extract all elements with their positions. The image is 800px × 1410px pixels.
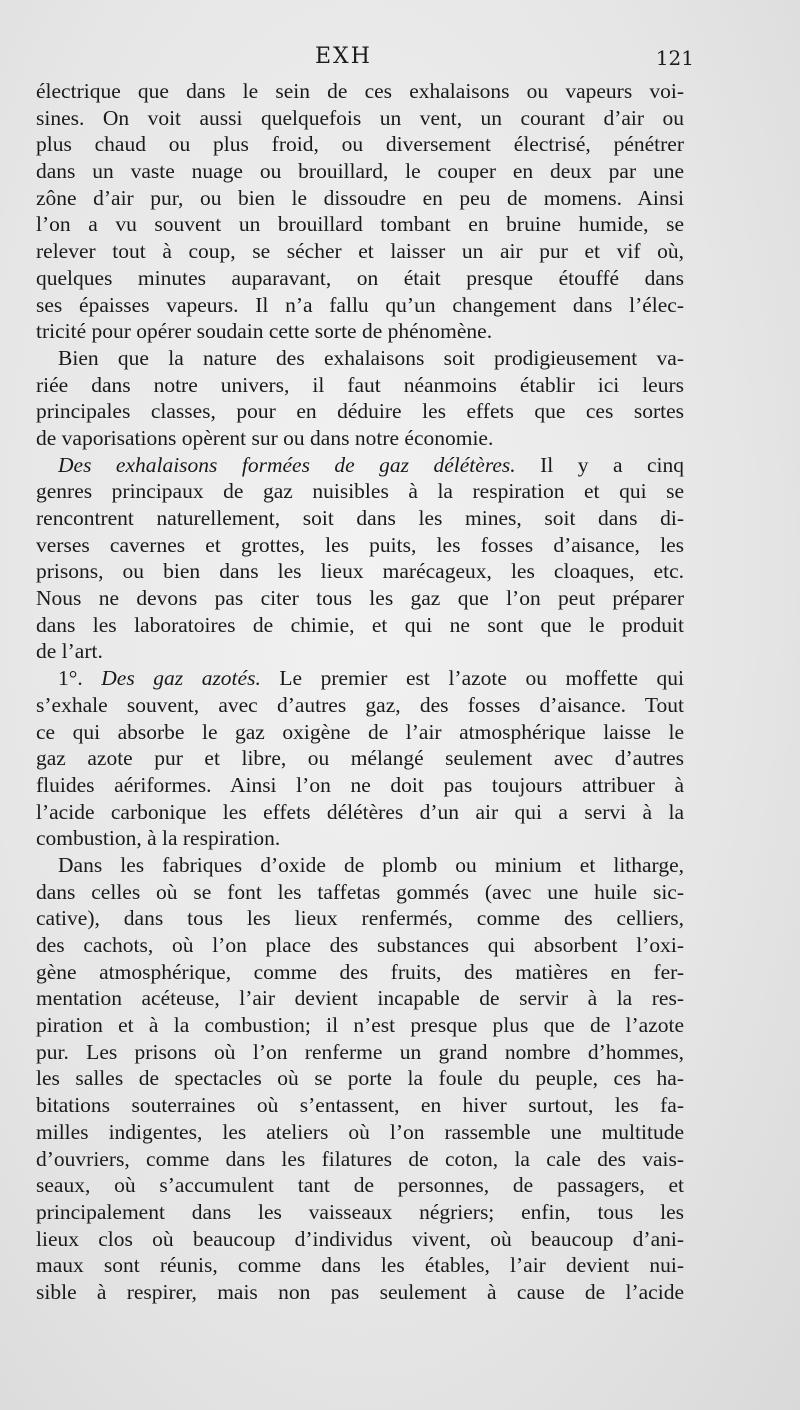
line-text: ses épaisses vapeurs. Il n’a fallu qu’un changement dans l’élec- xyxy=(36,292,684,317)
line-text: l’acide carbonique les effets délétères d’un air qui a servi à la xyxy=(36,799,684,824)
text-line xyxy=(36,185,684,212)
text-line xyxy=(36,318,684,345)
text-line xyxy=(36,425,684,452)
text-line xyxy=(36,799,684,826)
text-line xyxy=(36,1226,684,1253)
line-text: ce qui absorbe le gaz oxigène de l’air atmosphérique laisse le xyxy=(36,719,684,744)
line-text: dans celles où se font les taffetas gommés (avec une huile sic- xyxy=(36,879,684,904)
text-line xyxy=(36,292,684,319)
text-line xyxy=(36,638,684,665)
line-text: milles indigentes, les ateliers où l’on rassemble une multitude xyxy=(36,1119,684,1144)
text-line xyxy=(36,585,684,612)
line-text: l’on a vu souvent un brouillard tombant en bruine humide, se xyxy=(36,212,684,237)
line-text: s’exhale souvent, avec d’autres gaz, des fosses d’aisance. Tout xyxy=(36,692,684,717)
line-text: zône d’air pur, ou bien le dissoudre en peu de momens. Ainsi xyxy=(36,185,684,210)
text-line xyxy=(36,1039,684,1066)
line-text: principales classes, pour en déduire les effets que ces sortes xyxy=(36,399,684,424)
line-text: riée dans notre univers, il faut néanmoins établir ici leurs xyxy=(36,372,684,397)
paragraph xyxy=(36,345,684,452)
text-line xyxy=(36,1252,684,1279)
text-line xyxy=(36,692,684,719)
line-text: pur. Les prisons où l’on renferme un grand nombre d’hommes, xyxy=(36,1039,684,1064)
text-line xyxy=(36,1172,684,1199)
line-text: Le premier est l’azote ou moffette qui xyxy=(260,666,684,691)
running-head-word: EXH xyxy=(315,44,372,69)
line-text: Bien que la nature des exhalaisons soit prodigieusement va- xyxy=(58,345,684,370)
line-text: gène atmosphérique, comme des fruits, des matières en fer- xyxy=(36,959,684,984)
text-line xyxy=(36,959,684,986)
line-text: dans un vaste nuage ou brouillard, le couper en deux par une xyxy=(36,159,684,184)
page-number: 121 xyxy=(655,46,694,70)
text-line xyxy=(36,452,684,479)
text-line xyxy=(36,825,684,852)
text-line xyxy=(36,852,684,879)
line-text: genres principaux de gaz nuisibles à la respiration et qui se xyxy=(36,479,684,504)
text-line xyxy=(36,905,684,932)
line-text: Nous ne devons pas citer tous les gaz que l’on peut préparer xyxy=(36,586,684,611)
line-text: mentation acéteuse, l’air devient incapable de servir à la res- xyxy=(36,986,684,1011)
text-line xyxy=(36,131,684,158)
paragraph xyxy=(36,852,684,1306)
text-line xyxy=(36,745,684,772)
text-line xyxy=(36,505,684,532)
paragraph xyxy=(36,78,684,345)
text-line xyxy=(36,558,684,585)
section-heading-italic: Des exhalaisons formées de gaz délétères. xyxy=(58,452,516,477)
line-text: Il y a cinq xyxy=(515,452,684,477)
text-line xyxy=(36,265,684,292)
section-heading-italic: Des gaz azotés. xyxy=(101,666,261,691)
line-text: rencontrent naturellement, soit dans les mines, soit dans di- xyxy=(36,506,684,530)
text-line xyxy=(36,238,684,265)
line-text: d’ouvriers, comme dans les filatures de coton, la cale des vais- xyxy=(36,1146,684,1171)
line-text: gaz azote pur et libre, ou mélangé seulement avec d’autres xyxy=(36,746,684,771)
line-text: de vaporisations opèrent sur ou dans notre économie. xyxy=(36,425,494,450)
line-text: piration et à la combustion; il n’est presque plus que de l’azote xyxy=(36,1013,684,1038)
line-text: des cachots, où l’on place des substances qui absorbent l’oxi- xyxy=(36,933,684,957)
line-text: sible à respirer, mais non pas seulement à cause de l’acide xyxy=(36,1279,684,1304)
line-text: cative), dans tous les lieux renfermés, comme des celliers, xyxy=(36,906,684,931)
body-text xyxy=(36,78,684,1306)
line-text: maux sont réunis, comme dans les étables, l’air devient nui- xyxy=(36,1253,684,1278)
text-line xyxy=(36,772,684,799)
line-text: verses cavernes et grottes, les puits, les fosses d’aisance, les xyxy=(36,532,684,557)
text-line xyxy=(36,1119,684,1146)
text-line xyxy=(36,1279,684,1306)
text-line xyxy=(36,158,684,185)
line-text: plus chaud ou plus froid, ou diversement électrisé, pénétrer xyxy=(36,132,684,157)
text-line xyxy=(36,932,684,959)
text-line xyxy=(36,1092,684,1119)
text-line xyxy=(36,665,684,692)
text-line xyxy=(36,372,684,399)
line-text: Dans les fabriques d’oxide de plomb ou minium et litharge, xyxy=(58,852,684,877)
text-line xyxy=(36,719,684,746)
line-text: tricité pour opérer soudain cette sorte de phénomène. xyxy=(36,319,493,344)
list-number: 1°. xyxy=(58,666,102,691)
line-text: fluides aériformes. Ainsi l’on ne doit pas toujours attribuer à xyxy=(36,772,684,797)
text-line xyxy=(36,532,684,559)
text-line xyxy=(36,78,684,105)
text-line xyxy=(36,105,684,132)
text-line xyxy=(36,1146,684,1173)
line-text: de l’art. xyxy=(36,639,103,664)
line-text: les salles de spectacles où se porte la foule du peuple, ces ha- xyxy=(36,1066,684,1091)
paragraph xyxy=(36,665,684,852)
running-head xyxy=(0,44,800,76)
line-text: lieux clos où beaucoup d’individus vivent, où beaucoup d’ani- xyxy=(36,1226,684,1251)
paragraph xyxy=(36,452,684,666)
line-text: dans les laboratoires de chimie, et qui ne sont que le produit xyxy=(36,612,684,637)
text-line xyxy=(36,1012,684,1039)
line-text: sines. On voit aussi quelquefois un vent, un courant d’air ou xyxy=(36,105,684,130)
text-line xyxy=(36,345,684,372)
line-text: seaux, où s’accumulent tant de personnes, de passagers, et xyxy=(36,1173,684,1198)
text-line xyxy=(36,612,684,639)
line-text: principalement dans les vaisseaux négriers; enfin, tous les xyxy=(36,1199,684,1224)
line-text: prisons, ou bien dans les lieux marécageux, les cloaques, etc. xyxy=(36,559,684,584)
line-text: relever tout à coup, se sécher et laisser un air pur et vif où, xyxy=(36,239,684,264)
line-text: bitations souterraines où s’entassent, en hiver surtout, les fa- xyxy=(36,1093,684,1118)
text-line xyxy=(36,1199,684,1226)
text-line xyxy=(36,1065,684,1092)
line-text: quelques minutes auparavant, on était presque étouffé dans xyxy=(36,265,684,290)
text-line xyxy=(36,398,684,425)
line-text: électrique que dans le sein de ces exhalaisons ou vapeurs voi- xyxy=(36,79,684,103)
line-text: combustion, à la respiration. xyxy=(36,826,281,851)
text-line xyxy=(36,478,684,505)
text-line xyxy=(36,211,684,238)
text-line xyxy=(36,985,684,1012)
text-line xyxy=(36,879,684,906)
